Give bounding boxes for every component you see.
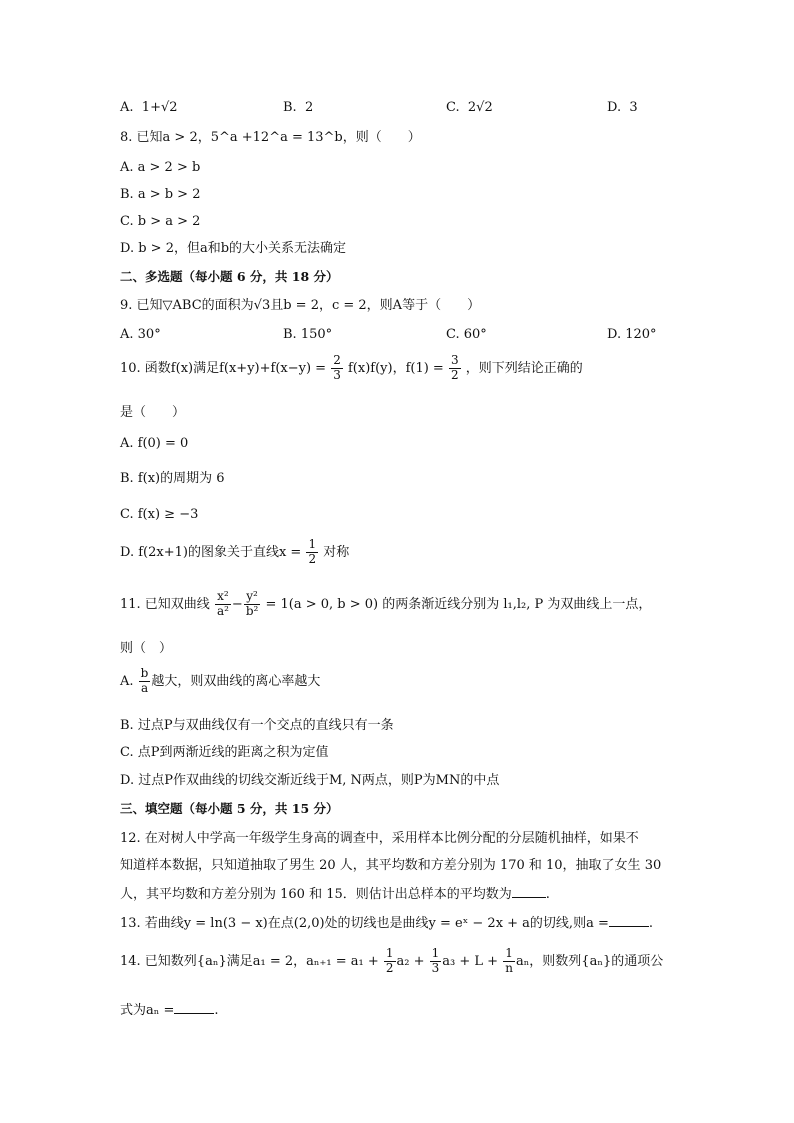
q8-option-a: A. a > 2 > b [120, 160, 201, 175]
fraction-denominator: 3 [431, 960, 440, 975]
q9-stem: 9. 已知▽ABC的面积为√3且b = 2，c = 2，则A等于（ ） [120, 298, 481, 313]
option-value: 2 [304, 100, 314, 115]
q14-suffix: aₙ，则数列{aₙ}的通项公 [515, 953, 664, 969]
q11-option-b: B. 过点P与双曲线仅有一个交点的直线只有一条 [120, 718, 394, 733]
fraction-numerator: b [140, 666, 149, 680]
fraction [139, 667, 151, 696]
q10-stem-suffix: ，则下列结论正确的 [465, 360, 583, 376]
fraction-numerator: 2 [333, 353, 341, 367]
fraction [449, 354, 461, 383]
fraction [384, 947, 396, 976]
q14-line2-text: 式为aₙ = [120, 1003, 175, 1018]
q11-option-a [120, 667, 320, 696]
fraction [306, 538, 318, 567]
fraction [331, 354, 343, 383]
q12-line3 [120, 885, 550, 903]
q10-option-a: A. f(0) = 0 [120, 436, 189, 451]
q7-option-d [607, 100, 638, 115]
q10-option-d-prefix: D. f(2x+1)的图象关于直线x = [120, 544, 302, 560]
period: . [545, 887, 550, 902]
fraction-numerator: 1 [385, 946, 394, 960]
fraction-denominator: a² [216, 603, 229, 618]
fraction-numerator: x² [215, 590, 231, 605]
fraction-numerator: 3 [450, 353, 459, 367]
q14-stem-line2 [120, 1001, 219, 1019]
q8-option-c: C. b > a > 2 [120, 214, 201, 229]
fraction-numerator: 1 [308, 537, 317, 551]
fraction-numerator: y² [244, 590, 261, 605]
fraction [244, 590, 261, 619]
q12-line3-text: 人，其平均数和方差分别为 160 和 15．则估计出总样本的平均数为 [120, 887, 512, 902]
fraction-numerator: 1 [503, 947, 515, 962]
q8-option-d: D. b > 2，但a和b的大小关系无法确定 [120, 241, 347, 256]
q9-option-a: A. 30° [120, 327, 161, 342]
minus-sign: − [231, 596, 243, 612]
option-label: B. [283, 100, 297, 115]
fraction-denominator: 2 [385, 960, 394, 975]
q14-stem-line1 [120, 947, 663, 976]
fraction [215, 590, 231, 619]
option-value: 2√2 [467, 100, 493, 115]
q10-stem-prefix: 10. 函数f(x)满足f(x+y)+f(x−y) = [120, 360, 327, 376]
q9-option-c: C. 60° [446, 327, 487, 342]
option-label: A. [120, 673, 134, 689]
answer-blank[interactable] [512, 885, 546, 898]
fraction-denominator: b² [245, 603, 259, 618]
q10-stem-line2: 是（ ） [120, 405, 186, 420]
fraction-denominator: a [140, 680, 149, 695]
fraction-denominator: 2 [450, 367, 459, 382]
q10-option-d [120, 538, 349, 567]
q10-stem-line1 [120, 354, 583, 383]
q11-option-d: D. 过点P作双曲线的切线交渐近线于M, N两点，则P为MN的中点 [120, 773, 500, 788]
period: . [648, 916, 653, 931]
q13-stem [120, 914, 653, 932]
q8-stem: 8. 已知a > 2，5^a +12^a = 13^b，则（ ） [120, 130, 421, 145]
q10-stem-middle: f(x)f(y)，f(1) = [347, 360, 444, 376]
fraction-denominator: 3 [333, 367, 341, 382]
option-label: D. [607, 100, 622, 115]
q7-option-a [120, 100, 178, 115]
fraction [503, 947, 515, 976]
q11-stem-suffix: = 1(a > 0, b > 0) 的两条渐近线分别为 l₁,l₂, P 为双曲线上一点， [265, 596, 652, 612]
answer-blank[interactable] [609, 914, 649, 927]
option-label: A. [120, 100, 134, 115]
q10-option-b: B. f(x)的周期为 6 [120, 471, 225, 486]
option-value: 3 [629, 100, 638, 115]
q11-stem-prefix: 11. 已知双曲线 [120, 596, 210, 612]
q9-option-b: B. 150° [283, 327, 333, 342]
period: . [214, 1003, 219, 1018]
q13-text: 13. 若曲线y = ln(3 − x)在点(2,0)处的切线也是曲线y = eˣ − 2x + a的切线,则a = [120, 916, 609, 931]
q7-option-b [283, 100, 313, 115]
q12-line2: 知道样本数据，只知道抽取了男生 20 人，其平均数和方差分别为 170 和 10，抽取了女生 30 [120, 858, 662, 873]
option-value: 1+√2 [141, 100, 178, 115]
q10-option-c: C. f(x) ≥ −3 [120, 507, 199, 522]
fraction-denominator: n [505, 960, 513, 975]
q9-option-d: D. 120° [607, 327, 657, 342]
q12-line1: 12. 在对树人中学高一年级学生身高的调查中，采用样本比例分配的分层随机抽样，如果不 [120, 831, 639, 846]
q11-option-a-text: 越大，则双曲线的离心率越大 [151, 673, 321, 689]
q8-option-b: B. a > b > 2 [120, 187, 201, 202]
q14-term: a₂ + [396, 953, 425, 969]
q7-option-c [446, 100, 493, 115]
q14-prefix: 14. 已知数列{aₙ}满足a₁ = 2，aₙ₊₁ = a₁ + [120, 953, 379, 969]
q14-term: a₃ + L + [442, 953, 499, 969]
answer-blank[interactable] [174, 1001, 214, 1014]
section-header-multiple-choice: 二、多选题（每小题 6 分，共 18 分） [120, 269, 339, 284]
fraction-numerator: 1 [431, 946, 440, 960]
fraction [430, 947, 442, 976]
section-header-fill-in: 三、填空题（每小题 5 分，共 15 分） [120, 801, 339, 816]
q11-stem-line2: 则（ ） [120, 641, 173, 656]
option-label: C. [446, 100, 460, 115]
q10-option-d-suffix: 对称 [323, 544, 350, 560]
fraction-denominator: 2 [308, 551, 317, 566]
q11-option-c: C. 点P到两渐近线的距离之积为定值 [120, 745, 329, 760]
q11-stem-line1 [120, 590, 651, 619]
